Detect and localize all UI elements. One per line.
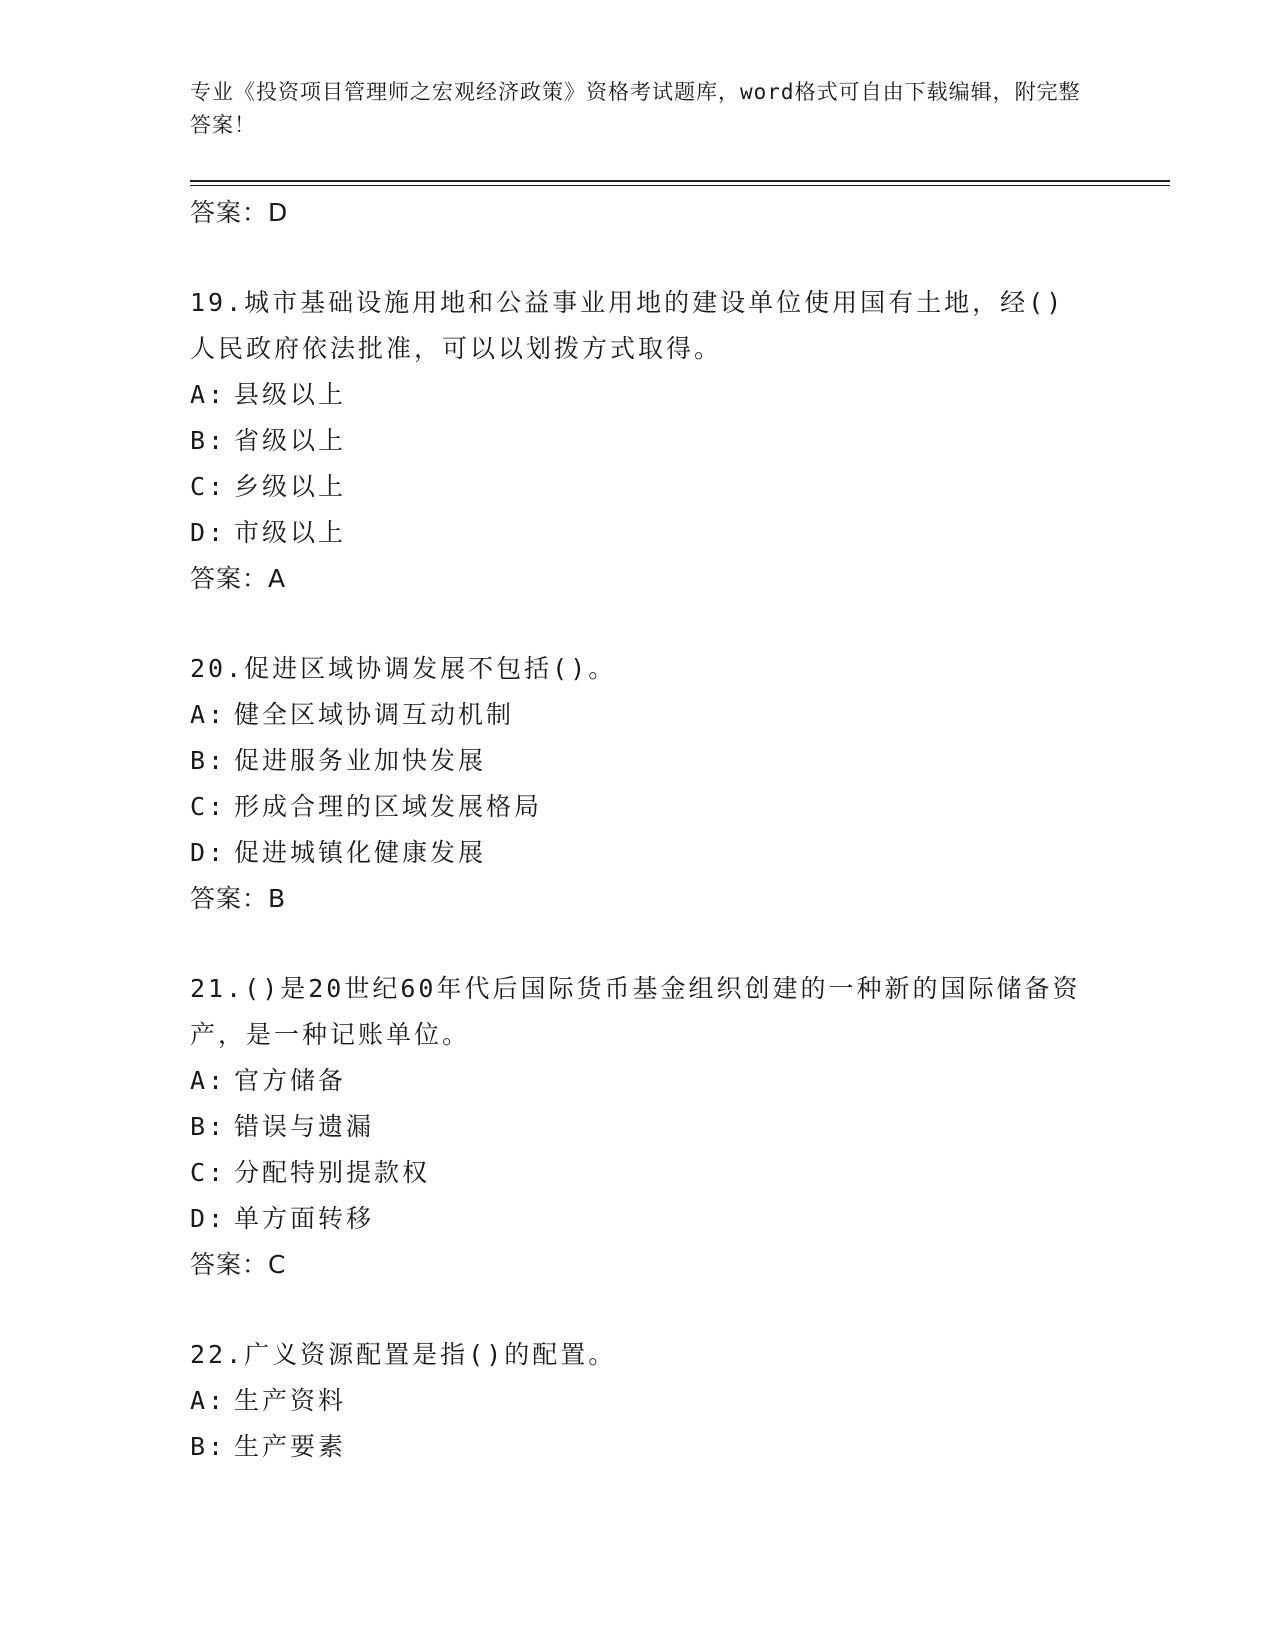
option-text: 县级以上 xyxy=(234,380,347,409)
header-divider xyxy=(190,180,1170,186)
question-21 xyxy=(190,966,1090,1288)
option-text: 健全区域协调互动机制 xyxy=(234,700,515,729)
option-text: 生产要素 xyxy=(234,1432,347,1461)
option-letter: C: xyxy=(190,792,227,821)
option-text: 生产资料 xyxy=(234,1386,347,1415)
option-b xyxy=(190,418,1090,464)
answer-line: 答案：A xyxy=(190,564,287,593)
option-letter: A: xyxy=(190,380,227,409)
option-letter: A: xyxy=(190,1386,227,1415)
option-letter: B: xyxy=(190,426,227,455)
answer-line: 答案：C xyxy=(190,1250,287,1279)
question-list xyxy=(190,190,1090,1470)
option-d xyxy=(190,830,1090,876)
option-letter: D: xyxy=(190,518,227,547)
option-a xyxy=(190,1058,1090,1104)
option-b xyxy=(190,1424,1090,1470)
option-a xyxy=(190,692,1090,738)
option-text: 省级以上 xyxy=(234,426,347,455)
option-b xyxy=(190,1104,1090,1150)
option-a xyxy=(190,1378,1090,1424)
question-22 xyxy=(190,1332,1090,1470)
option-text: 错误与遗漏 xyxy=(234,1112,375,1141)
option-c xyxy=(190,1150,1090,1196)
option-letter: A: xyxy=(190,700,227,729)
answer-line: 答案：D xyxy=(190,198,289,227)
option-letter: B: xyxy=(190,1432,227,1461)
option-letter: C: xyxy=(190,472,227,501)
option-letter: C: xyxy=(190,1158,227,1187)
option-text: 分配特别提款权 xyxy=(234,1158,431,1187)
option-text: 形成合理的区域发展格局 xyxy=(234,792,543,821)
option-text: 单方面转移 xyxy=(234,1204,375,1233)
option-letter: A: xyxy=(190,1066,227,1095)
answer-line: 答案：B xyxy=(190,884,287,913)
option-b xyxy=(190,738,1090,784)
option-letter: B: xyxy=(190,1112,227,1141)
document-header: 专业《投资项目管理师之宏观经济政策》资格考试题库，word格式可自由下载编辑，附完整答案！ xyxy=(190,80,1081,137)
question-20 xyxy=(190,646,1090,922)
option-c xyxy=(190,464,1090,510)
option-letter: D: xyxy=(190,838,227,867)
question-text: 22.广义资源配置是指()的配置。 xyxy=(190,1340,617,1369)
option-letter: B: xyxy=(190,746,227,775)
option-d xyxy=(190,1196,1090,1242)
question-19 xyxy=(190,280,1090,602)
option-text: 市级以上 xyxy=(234,518,347,547)
option-text: 促进城镇化健康发展 xyxy=(234,838,487,867)
option-text: 乡级以上 xyxy=(234,472,347,501)
option-letter: D: xyxy=(190,1204,227,1233)
option-a xyxy=(190,372,1090,418)
question-text: 21.()是20世纪60年代后国际货币基金组织创建的一种新的国际储备资产，是一种记账单位。 xyxy=(190,974,1081,1049)
option-text: 促进服务业加快发展 xyxy=(234,746,487,775)
question-text: 20.促进区域协调发展不包括()。 xyxy=(190,654,617,683)
question-text: 19.城市基础设施用地和公益事业用地的建设单位使用国有土地，经()人民政府依法批准，可以以划拨方式取得。 xyxy=(190,288,1065,363)
option-d xyxy=(190,510,1090,556)
option-text: 官方储备 xyxy=(234,1066,347,1095)
option-c xyxy=(190,784,1090,830)
